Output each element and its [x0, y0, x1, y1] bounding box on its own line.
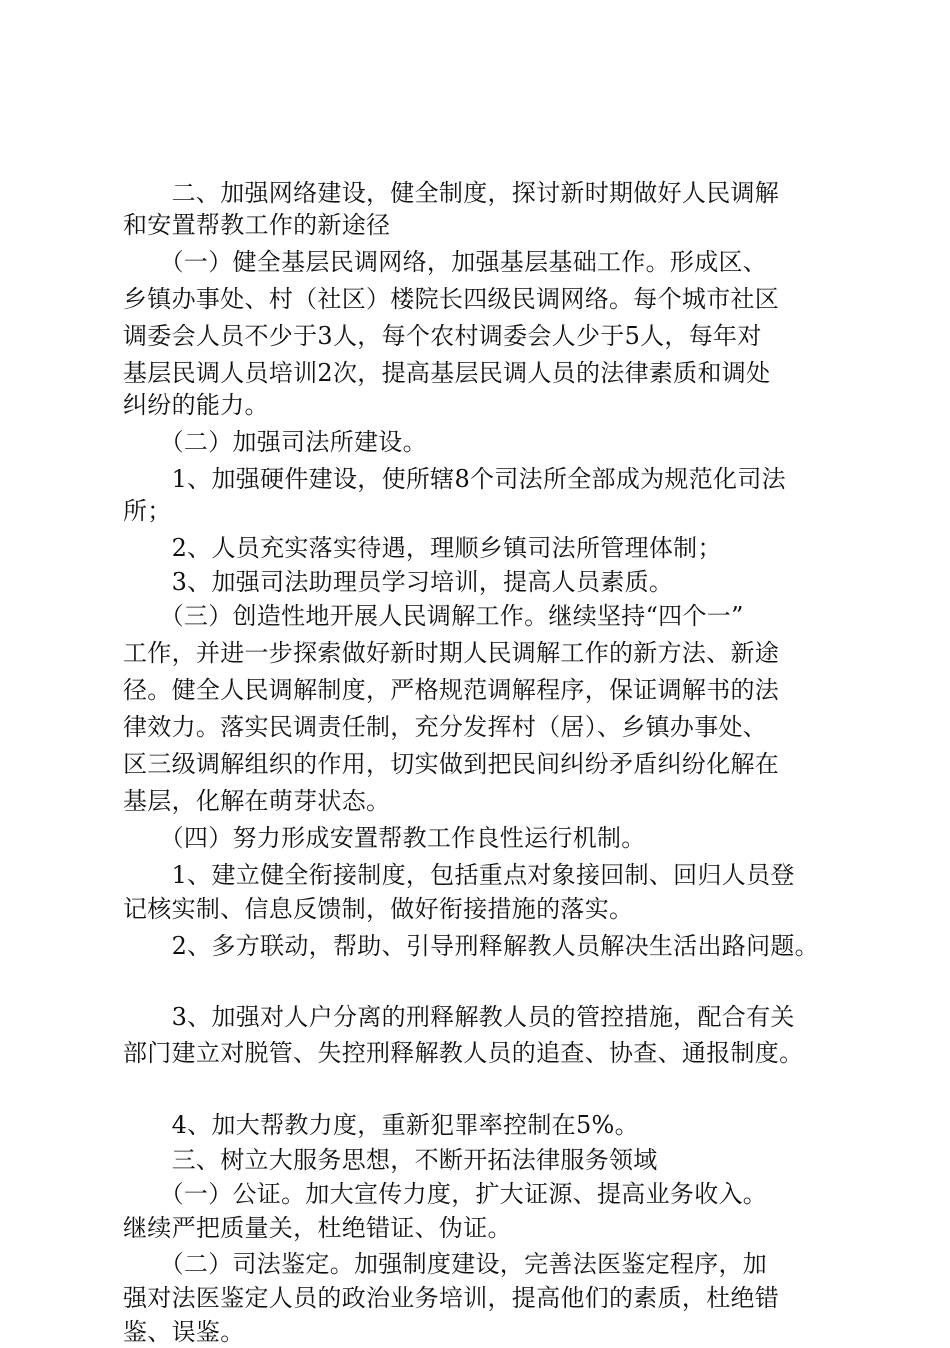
- text-line: 律效力。落实民调责任制，充分发挥村（居）、乡镇办事处、: [123, 713, 768, 741]
- text-line: 所；: [123, 497, 172, 525]
- text-line: 二、加强网络建设，健全制度，探讨新时期做好人民调解: [123, 179, 780, 207]
- text-line: 调委会人员不少于3人，每个农村调委会人少于5人，每年对: [123, 322, 762, 350]
- text-line: （四）努力形成安置帮教工作良性运行机制。: [123, 824, 646, 852]
- text-line: 2、人员充实落实待遇，理顺乡镇司法所管理体制；: [123, 534, 722, 562]
- text-line: （二）加强司法所建设。: [123, 428, 427, 456]
- text-line: （二）司法鉴定。加强制度建设，完善法医鉴定程序，加: [123, 1250, 768, 1278]
- text-line: 鉴、误鉴。: [123, 1318, 245, 1346]
- text-line: （三）创造性地开展人民调解工作。继续坚持“四个一”: [123, 602, 744, 630]
- text-line: 工作，并进一步探索做好新时期人民调解工作的新方法、新途: [123, 639, 780, 667]
- text-line: 记核实制、信息反馈制，做好衔接措施的落实。: [123, 895, 634, 923]
- text-line: 三、树立大服务思想，不断开拓法律服务领域: [123, 1146, 658, 1174]
- text-line: 和安置帮教工作的新途径: [123, 211, 391, 239]
- text-line: 继续严把质量关，杜绝错证、伪证。: [123, 1214, 512, 1242]
- text-line: 强对法医鉴定人员的政治业务培训，提高他们的素质，杜绝错: [123, 1284, 780, 1312]
- text-line: 部门建立对脱管、失控刑释解教人员的追查、协查、通报制度。: [123, 1039, 804, 1067]
- text-line: 基层，化解在萌芽状态。: [123, 787, 391, 815]
- text-line: 基层民调人员培训2次，提高基层民调人员的法律素质和调处: [123, 359, 771, 387]
- text-line: 4、加大帮教力度，重新犯罪率控制在5%。: [123, 1111, 639, 1139]
- text-line: 1、建立健全衔接制度，包括重点对象接回制、回归人员登: [123, 861, 795, 889]
- text-line: 3、加强对人户分离的刑释解教人员的管控措施，配合有关: [123, 1003, 795, 1031]
- text-line: 乡镇办事处、村（社区）楼院长四级民调网络。每个城市社区: [123, 285, 780, 313]
- text-line: 3、加强司法助理员学习培训，提高人员素质。: [123, 568, 674, 596]
- text-line: 1、加强硬件建设，使所辖8个司法所全部成为规范化司法: [123, 465, 786, 493]
- text-line: 纠纷的能力。: [123, 391, 269, 419]
- text-line: 2、多方联动，帮助、引导刑释解教人员解决生活出路问题。: [123, 932, 819, 960]
- text-line: 径。健全人民调解制度，严格规范调解程序，保证调解书的法: [123, 676, 780, 704]
- text-line: 区三级调解组织的作用，切实做到把民间纠纷矛盾纠纷化解在: [123, 750, 780, 778]
- text-line: （一）公证。加大宣传力度，扩大证源、提高业务收入。: [123, 1180, 768, 1208]
- text-line: （一）健全基层民调网络，加强基层基础工作。形成区、: [123, 248, 768, 276]
